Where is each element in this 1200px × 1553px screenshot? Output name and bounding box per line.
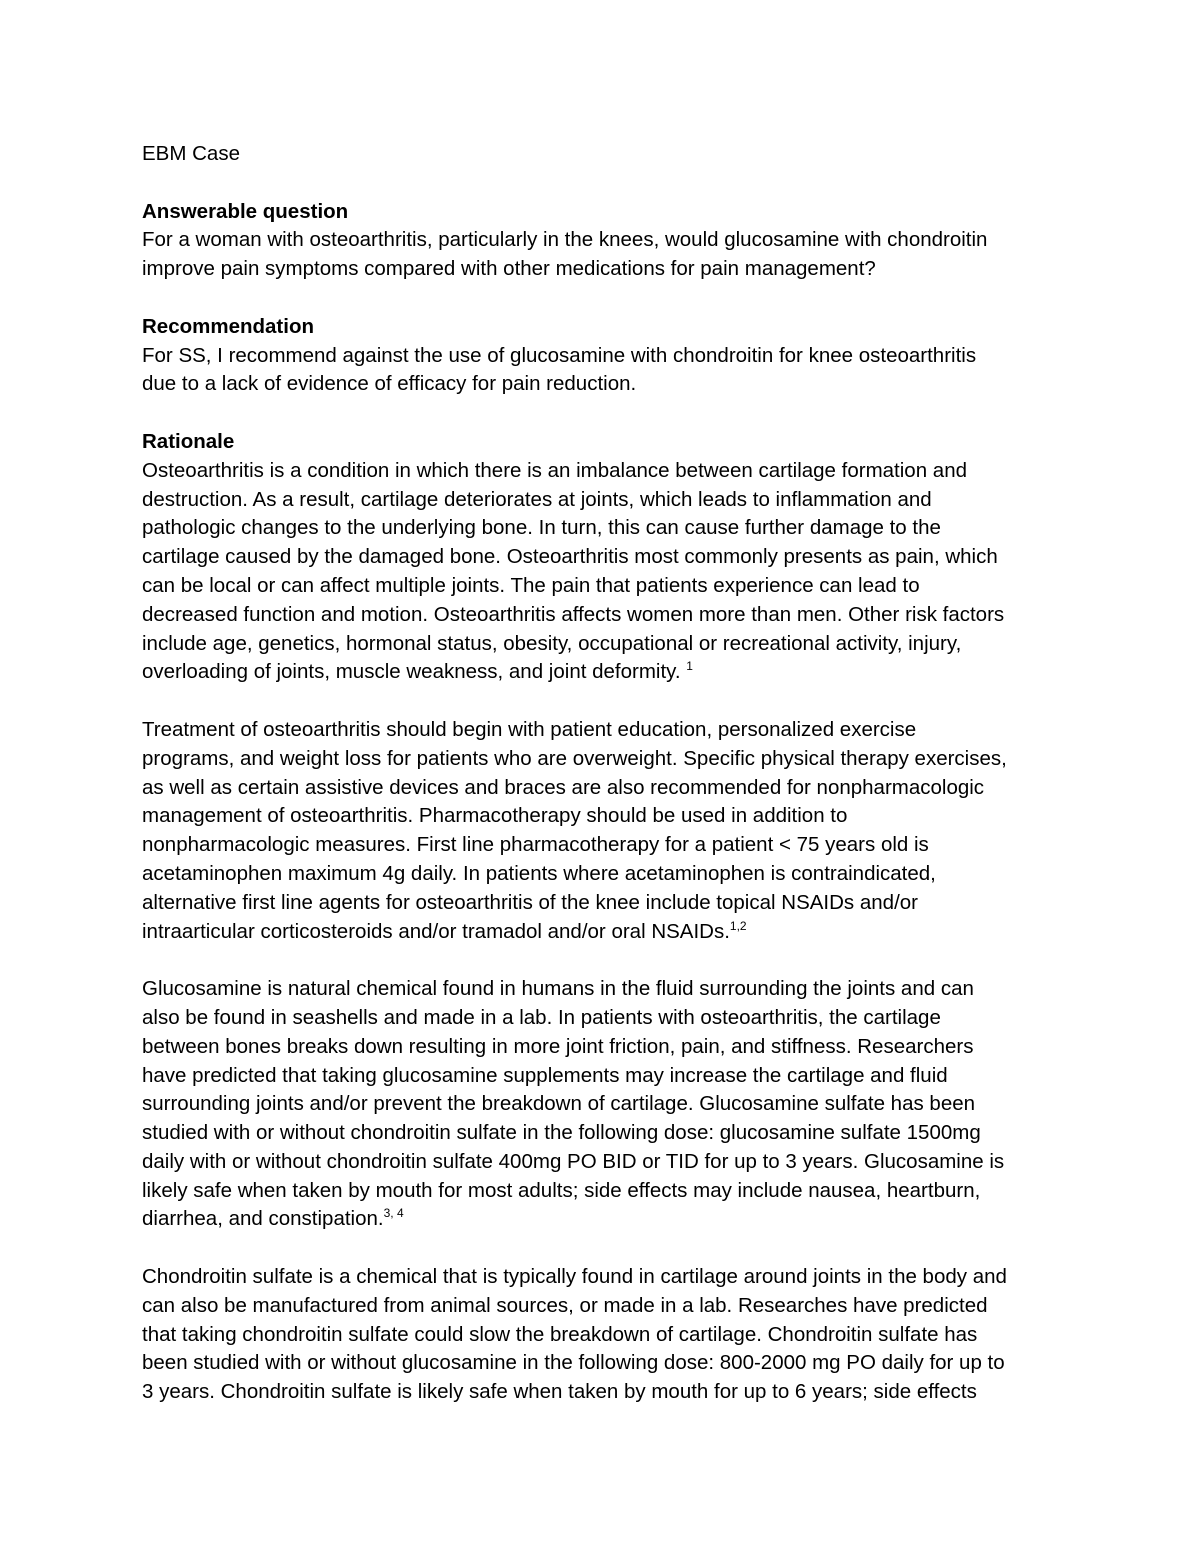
paragraph-line: Treatment of osteoarthritis should begin with patient education, personalized exercise: [142, 717, 917, 741]
paragraph-line: daily with or without chondroitin sulfate 400mg PO BID or TID for up to 3 years. Glucosamine is: [142, 1149, 1005, 1173]
line-text: overloading of joints, muscle weakness, and joint deformity.: [142, 660, 687, 684]
spacer: [142, 946, 1082, 975]
spacer: [142, 1234, 1082, 1263]
paragraph-line: programs, and weight loss for patients who are overweight. Specific physical therapy exercises,: [142, 746, 1007, 770]
rationale-paragraph-2: [142, 716, 1082, 946]
paragraph-line: cartilage caused by the damaged bone. Osteoarthritis most commonly presents as pain, which: [142, 545, 998, 569]
spacer: [142, 169, 1082, 198]
paragraph-line: likely safe when taken by mouth for most adults; side effects may include nausea, heartburn,: [142, 1178, 981, 1202]
paragraph-line: nonpharmacologic measures. First line pharmacotherapy for a patient < 75 years old is: [142, 833, 929, 857]
paragraph-line: Chondroitin sulfate is a chemical that is typically found in cartilage around joints in the body and: [142, 1265, 1007, 1289]
paragraph-line: acetaminophen maximum 4g daily. In patients where acetaminophen is contraindicated,: [142, 861, 936, 885]
paragraph-line: as well as certain assistive devices and braces are also recommended for nonpharmacologic: [142, 775, 985, 799]
paragraph-line: include age, genetics, hormonal status, obesity, occupational or recreational activity, injury,: [142, 631, 962, 655]
line-text: intraarticular corticosteroids and/or tramadol and/or oral NSAIDs.: [142, 919, 730, 943]
paragraph-line: destruction. As a result, cartilage deteriorates at joints, which leads to inflammation and: [142, 487, 932, 511]
rationale-paragraph-4: [142, 1263, 1082, 1407]
paragraph-line: between bones breaks down resulting in more joint friction, pain, and stiffness. Researchers: [142, 1034, 974, 1058]
document-title: EBM Case: [142, 142, 240, 165]
section-heading-rationale: Rationale: [142, 429, 235, 453]
paragraph-line: For SS, I recommend against the use of glucosamine with chondroitin for knee osteoarthritis: [142, 343, 977, 367]
spacer: [142, 399, 1082, 428]
spacer: [142, 284, 1082, 313]
citation-superscript: 3, 4: [383, 1206, 404, 1221]
paragraph-line: [142, 1205, 1082, 1234]
paragraph-line: can be local or can affect multiple joints. The pain that patients experience can lead to: [142, 573, 920, 597]
paragraph-line: For a woman with osteoarthritis, particularly in the knees, would glucosamine with chondroitin: [142, 228, 988, 252]
paragraph-line: been studied with or without glucosamine in the following dose: 800-2000 mg PO daily for up to: [142, 1351, 1005, 1375]
paragraph-line: have predicted that taking glucosamine supplements may increase the cartilage and fluid: [142, 1063, 948, 1087]
line-text: diarrhea, and constipation.: [142, 1207, 384, 1231]
section-heading-recommendation: Recommendation: [142, 314, 314, 338]
paragraph-line: decreased function and motion. Osteoarthritis affects women more than men. Other risk factors: [142, 602, 1005, 626]
citation-superscript: 1: [686, 659, 693, 674]
paragraph-line: Osteoarthritis is a condition in which there is an imbalance between cartilage formation and: [142, 458, 967, 482]
paragraph-line: improve pain symptoms compared with other medications for pain management?: [142, 257, 876, 281]
paragraph-line: [142, 918, 1082, 947]
answerable-question-paragraph: [142, 226, 1082, 284]
document-page: [142, 140, 1082, 1407]
paragraph-line: due to a lack of evidence of efficacy for pain reduction.: [142, 372, 637, 396]
paragraph-line: surrounding joints and/or prevent the breakdown of cartilage. Glucosamine sulfate has been: [142, 1092, 976, 1116]
paragraph-line: alternative first line agents for osteoarthritis of the knee include topical NSAIDs and/or: [142, 890, 918, 914]
paragraph-line: [142, 658, 1082, 687]
paragraph-line: management of osteoarthritis. Pharmacotherapy should be used in addition to: [142, 804, 848, 828]
recommendation-paragraph: [142, 342, 1082, 400]
paragraph-line: pathologic changes to the underlying bone. In turn, this can cause further damage to the: [142, 516, 941, 540]
paragraph-line: 3 years. Chondroitin sulfate is likely safe when taken by mouth for up to 6 years; side effects: [142, 1380, 977, 1404]
rationale-paragraph-1: [142, 457, 1082, 687]
paragraph-line: studied with or without chondroitin sulfate in the following dose: glucosamine sulfate 1500mg: [142, 1121, 981, 1145]
section-heading-answerable-question: Answerable question: [142, 199, 349, 223]
citation-superscript: 1,2: [729, 918, 747, 933]
paragraph-line: also be found in seashells and made in a lab. In patients with osteoarthritis, the cartilage: [142, 1005, 941, 1029]
paragraph-line: that taking chondroitin sulfate could slow the breakdown of cartilage. Chondroitin sulfate has: [142, 1322, 978, 1346]
paragraph-line: can also be manufactured from animal sources, or made in a lab. Researches have predicted: [142, 1293, 988, 1317]
paragraph-line: Glucosamine is natural chemical found in humans in the fluid surrounding the joints and can: [142, 977, 974, 1001]
spacer: [142, 687, 1082, 716]
rationale-paragraph-3: [142, 975, 1082, 1234]
